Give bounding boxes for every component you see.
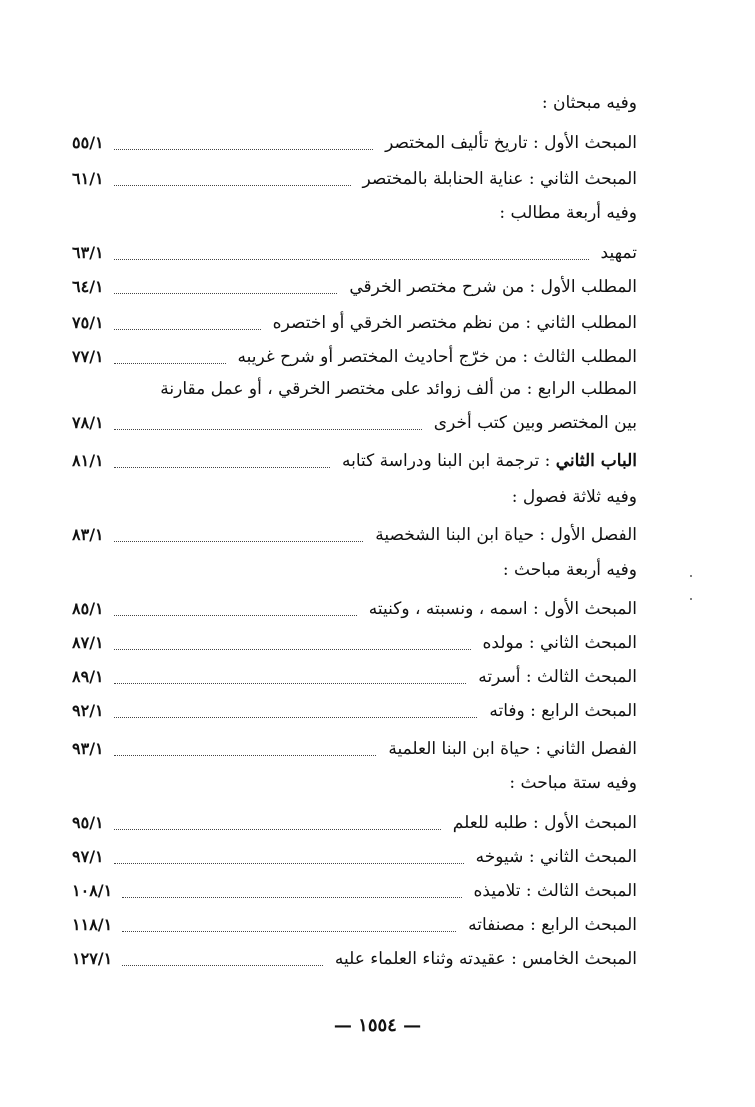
leader-dots	[114, 429, 422, 430]
toc-entry-page: ٩٥/١	[72, 813, 104, 832]
toc-entry-page: ٧٧/١	[72, 347, 104, 366]
leader-dots	[114, 149, 374, 150]
leader-dots	[114, 683, 467, 684]
scan-speck	[690, 575, 692, 577]
toc-entry-page: ٩٣/١	[72, 739, 104, 758]
toc-entry-page: ٧٥/١	[72, 313, 104, 332]
toc-entry-page: ٦٣/١	[72, 243, 104, 262]
leader-dots	[114, 717, 478, 718]
toc-entry-page: ٨٩/١	[72, 667, 104, 686]
leader-dots	[114, 755, 377, 756]
toc-entry	[72, 594, 637, 624]
toc-entry	[72, 628, 637, 658]
leader-dots	[114, 293, 338, 294]
section-heading: وفيه ثلاثة فصول :	[511, 487, 637, 507]
toc-entry	[72, 272, 637, 302]
toc-entry-page: ١١٨/١	[72, 915, 113, 934]
toc-entry	[72, 408, 637, 438]
toc-entry-title: المطلب الرابع : من ألف زوائد على مختصر الخرقي ، أو عمل مقارنة	[160, 379, 637, 399]
toc-entry-title: المبحث الخامس : عقيدته وثناء العلماء عليه	[334, 949, 637, 969]
toc-entry	[72, 128, 637, 158]
toc-entry	[72, 342, 637, 372]
toc-entry	[72, 446, 637, 476]
toc-entry-title: المبحث الأول : طلبه للعلم	[452, 813, 637, 833]
leader-dots	[114, 363, 226, 364]
toc-entry-title: المبحث الثالث : أسرته	[478, 667, 637, 687]
leader-dots	[122, 931, 456, 932]
toc-entry-page: ٨٧/١	[72, 633, 104, 652]
toc-entry	[72, 842, 637, 872]
toc-entry-title: المبحث الرابع : مصنفاته	[468, 915, 637, 935]
toc-entry	[72, 238, 637, 268]
toc-entry-title: المطلب الثالث : من خرّج أحاديث المختصر أو شرح غريبه	[237, 347, 637, 367]
toc-entry-title: المبحث الأول : اسمه ، ونسبته ، وكنيته	[368, 599, 637, 619]
chapter-label: الباب الثاني	[555, 451, 637, 471]
leader-dots	[114, 259, 589, 260]
toc-entry	[72, 910, 637, 940]
toc-entry	[72, 944, 637, 974]
toc-entry-title: المطلب الثاني : من نظم مختصر الخرقي أو اختصره	[272, 313, 637, 333]
leader-dots	[114, 185, 351, 186]
toc-entry-title: المبحث الأول : تاريخ تأليف المختصر	[385, 133, 637, 153]
toc-entry-page: ٦١/١	[72, 169, 104, 188]
toc-entry-title: المبحث الثالث : تلاميذه	[473, 881, 637, 901]
leader-dots	[114, 467, 330, 468]
toc-entry-title: بين المختصر وبين كتب أخرى	[433, 413, 637, 433]
toc-entry	[72, 662, 637, 692]
toc-entry-page: ٨١/١	[72, 451, 104, 470]
toc-entry	[72, 876, 637, 906]
chapter-title: : ترجمة ابن البنا ودراسة كتابه	[341, 451, 556, 471]
toc-entry	[72, 808, 637, 838]
toc-entry	[72, 308, 637, 338]
scan-speck	[690, 598, 692, 600]
toc-entry-title: الفصل الأول : حياة ابن البنا الشخصية	[375, 525, 637, 545]
toc-entry-page: ٦٤/١	[72, 277, 104, 296]
toc-entry-page: ٩٢/١	[72, 701, 104, 720]
toc-entry-page: ١٢٧/١	[72, 949, 113, 968]
toc-entry-title: المبحث الرابع : وفاته	[489, 701, 637, 721]
section-heading: وفيه مبحثان :	[541, 93, 637, 113]
section-heading: وفيه أربعة مباحث :	[502, 560, 637, 580]
leader-dots	[114, 615, 357, 616]
toc-entry-title	[336, 446, 637, 476]
toc-entry-title: المبحث الثاني : شيوخه	[475, 847, 637, 867]
leader-dots	[114, 329, 261, 330]
toc-entry-page: ٧٨/١	[72, 413, 104, 432]
leader-dots	[114, 863, 464, 864]
toc-entry-title: المبحث الثاني : عناية الحنابلة بالمختصر	[362, 169, 637, 189]
leader-dots	[114, 541, 364, 542]
toc-entry-title: تمهيد	[600, 243, 637, 263]
leader-dots	[114, 829, 441, 830]
toc-entry-title: الفصل الثاني : حياة ابن البنا العلمية	[388, 739, 637, 759]
toc-entry-page: ٨٥/١	[72, 599, 104, 618]
leader-dots	[114, 649, 471, 650]
toc-entry	[72, 520, 637, 550]
section-heading: وفيه أربعة مطالب :	[499, 203, 637, 223]
leader-dots	[122, 965, 323, 966]
toc-entry-page: ٨٣/١	[72, 525, 104, 544]
toc-entry	[72, 696, 637, 726]
toc-entry	[72, 164, 637, 194]
leader-dots	[122, 897, 461, 898]
toc-entry-page: ١٠٨/١	[72, 881, 113, 900]
toc-entry-page: ٥٥/١	[72, 133, 104, 152]
toc-entry-title: المبحث الثاني : مولده	[482, 633, 637, 653]
section-heading: وفيه ستة مباحث :	[509, 773, 637, 793]
toc-entry-page: ٩٧/١	[72, 847, 104, 866]
toc-entry	[72, 734, 637, 764]
page-number: — ١٥٥٤ —	[333, 1015, 422, 1036]
toc-entry-title: المطلب الأول : من شرح مختصر الخرقي	[349, 277, 637, 297]
